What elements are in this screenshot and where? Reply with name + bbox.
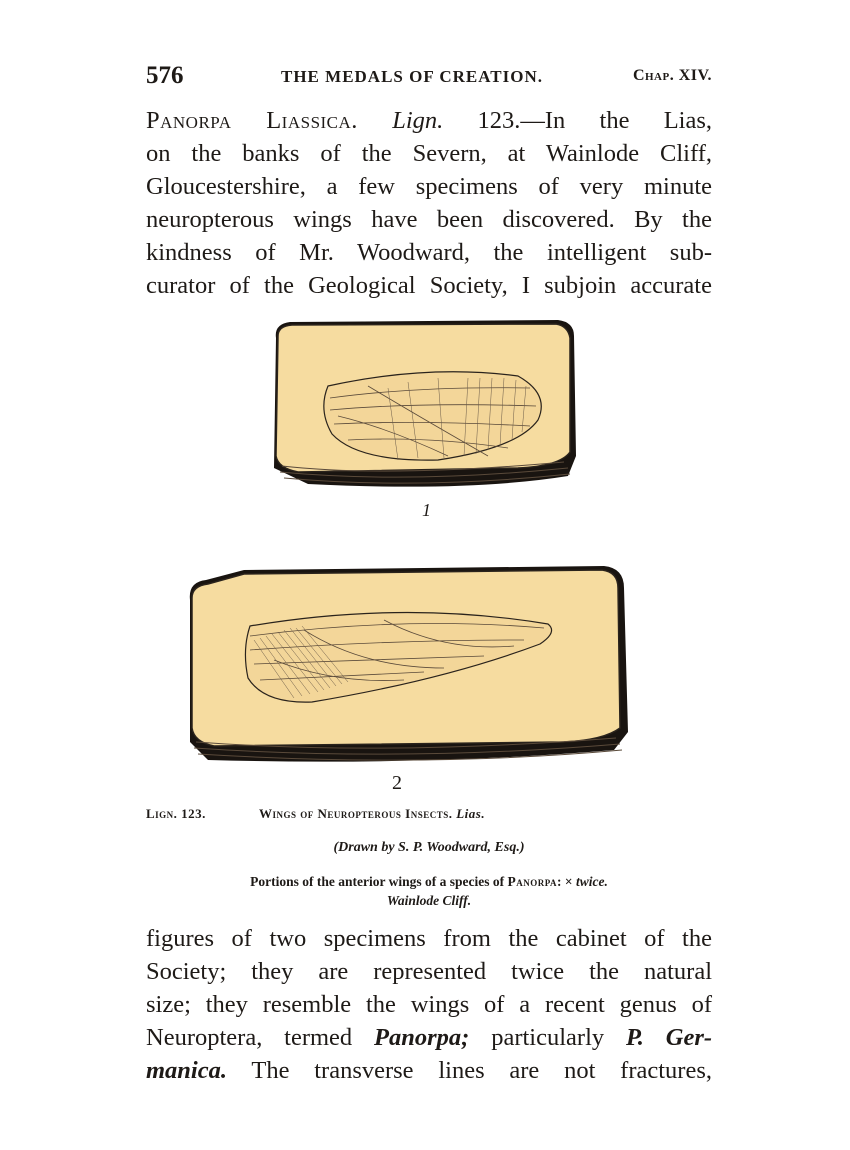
caption-locality: Wainlode Cliff. xyxy=(386,893,472,908)
running-header xyxy=(146,62,712,92)
paragraph-line: Gloucestershire, a few specimens of very minute xyxy=(146,173,712,200)
paragraph-line: size; they resemble the wings of a recent genus of xyxy=(146,991,712,1018)
genus-panorpa: Panorpa; xyxy=(374,1024,470,1051)
caption-genus: Panorpa xyxy=(507,874,558,889)
caption-magnification: twice. xyxy=(576,874,608,889)
species-germanica: P. Ger- xyxy=(625,1024,713,1051)
figure-2-number: 2 xyxy=(392,772,402,794)
page-number: 576 xyxy=(146,62,184,89)
caption-description: Portions of the anterior wings of a species of Panorpa: × twice. Wainlode Cliff. xyxy=(250,874,608,908)
caption-lign: Lign. 123. xyxy=(146,806,206,821)
running-title: THE MEDALS OF CREATION. xyxy=(281,67,543,86)
figure-caption xyxy=(146,806,712,826)
fossil-wing-figure-1 xyxy=(268,316,584,500)
figure-1-number: 1 xyxy=(422,500,431,520)
caption-title-suffix: Lias. xyxy=(456,806,486,821)
paragraph-line: manica. The transverse lines are not fractures, xyxy=(146,1057,712,1084)
paragraph-line: kindness of Mr. Woodward, the intelligent sub- xyxy=(146,239,712,266)
caption-title-line xyxy=(259,806,485,822)
paragraph-line: on the banks of the Severn, at Wainlode Cliff, xyxy=(146,140,712,167)
chapter-label: Chap. XIV. xyxy=(632,67,712,84)
paragraph-line: Society; they are represented twice the natural xyxy=(146,958,712,985)
fossil-wing-figure-2 xyxy=(184,560,630,772)
caption-title: Wings of Neuropterous Insects. xyxy=(259,806,453,821)
paragraph-line: figures of two specimens from the cabinet of the xyxy=(146,925,712,952)
paragraph-line: curator of the Geological Society, I subjoin accurate xyxy=(146,272,712,299)
paragraph-1 xyxy=(146,104,712,302)
species-name: Panorpa Liassica. xyxy=(146,107,358,134)
paragraph-2 xyxy=(146,922,712,1087)
paragraph-line: neuropterous wings have been discovered. By the xyxy=(146,206,712,233)
paragraph-line: Neuroptera, termed Panorpa; particularly P. Ger- xyxy=(146,1024,713,1051)
paragraph-line: Panorpa Liassica. Lign. 123.—In the Lias, xyxy=(146,107,713,134)
caption-drawn-by: (Drawn by S. P. Woodward, Esq.) xyxy=(333,840,525,855)
lign-ref: Lign. xyxy=(392,107,444,134)
